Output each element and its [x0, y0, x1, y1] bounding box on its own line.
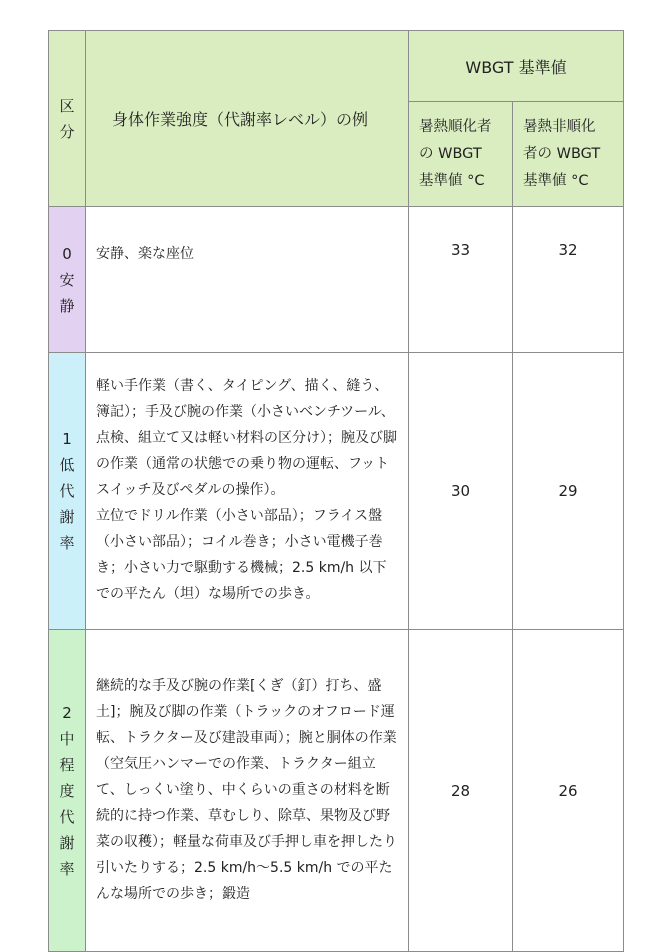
kubun-char: 謝 [59, 508, 75, 526]
example-text: 軽い手作業（書く、タイピング、描く、縫う、簿記）；手及び腕の作業（小さいベンチツール、点検、組立て又は軽い材料の区分け）；腕及び脚の作業（通常の状態での乗り物の運転、フットスイッチ及びペダルの操作）。 [96, 378, 397, 498]
header-line: の WBGT [419, 145, 482, 162]
acclimatized-value: 33 [409, 207, 513, 353]
header-line: 暑熱非順化 [523, 118, 596, 135]
wbgt-table [48, 30, 624, 952]
table-row [49, 207, 624, 353]
kubun-char: 代 [59, 482, 75, 500]
example-text: 安静、楽な座位 [96, 246, 194, 262]
kubun-char: 代 [59, 807, 75, 826]
header-example-title: 身体作業強度（代謝率レベル）の例 [86, 31, 409, 207]
kubun-char: 2 [62, 703, 72, 722]
header-line: 暑熱順化者 [419, 118, 492, 135]
kubun-char: 程 [59, 755, 75, 774]
example-cell [86, 630, 409, 952]
kubun-char: 0 [62, 244, 72, 263]
example-cell [86, 207, 409, 353]
kubun-char: 謝 [59, 833, 75, 852]
kubun-cell [49, 353, 86, 630]
acclimatized-value: 30 [409, 353, 513, 630]
kubun-char: 1 [62, 430, 72, 448]
kubun-cell [49, 207, 86, 353]
header-non-acclimatized [513, 102, 624, 207]
table-row [49, 630, 624, 952]
non-acclimatized-value: 32 [513, 207, 624, 353]
acclimatized-value: 28 [409, 630, 513, 952]
example-text: 継続的な手及び腕の作業[くぎ（釘）打ち、盛土]；腕及び脚の作業（トラックのオフロード運転、トラクター及び建設車両）；腕と胴体の作業（空気圧ハンマーでの作業、トラクター組立て、しっくい塗り、中くらいの重さの材料を断続的に持つ作業、草むしり、除草、果物及び野菜の収穫）；軽量な荷車及び手押し車を押したり引いたりする；2.5 km/h～5.5 km/h での平たんな場所での歩き；鍛造 [96, 677, 397, 902]
kubun-cell [49, 630, 86, 952]
kubun-char: 安 [59, 270, 75, 289]
kubun-char: 低 [59, 456, 75, 474]
kubun-char: 率 [59, 859, 75, 878]
header-kubun [49, 31, 86, 207]
table-row [49, 353, 624, 630]
example-cell [86, 353, 409, 630]
non-acclimatized-value: 26 [513, 630, 624, 952]
header-line: 者の WBGT [523, 145, 601, 162]
kubun-char: 中 [59, 729, 75, 748]
kubun-char: 度 [59, 781, 75, 800]
kubun-char: 率 [59, 534, 75, 552]
example-text: 立位でドリル作業（小さい部品）；フライス盤（小さい部品）；コイル巻き；小さい電機子巻き；小さい力で駆動する機械；2.5 km/h 以下での平たん（坦）な場所での歩き。 [96, 508, 387, 602]
non-acclimatized-value: 29 [513, 353, 624, 630]
kubun-char: 静 [59, 296, 75, 315]
header-acclimatized [409, 102, 513, 207]
header-wbgt-title: WBGT 基準値 [409, 31, 624, 102]
header-kubun-char: 区 [59, 96, 75, 115]
header-line: 基準値 °C [523, 172, 589, 189]
header-kubun-char: 分 [59, 122, 75, 141]
header-line: 基準値 °C [419, 172, 485, 189]
